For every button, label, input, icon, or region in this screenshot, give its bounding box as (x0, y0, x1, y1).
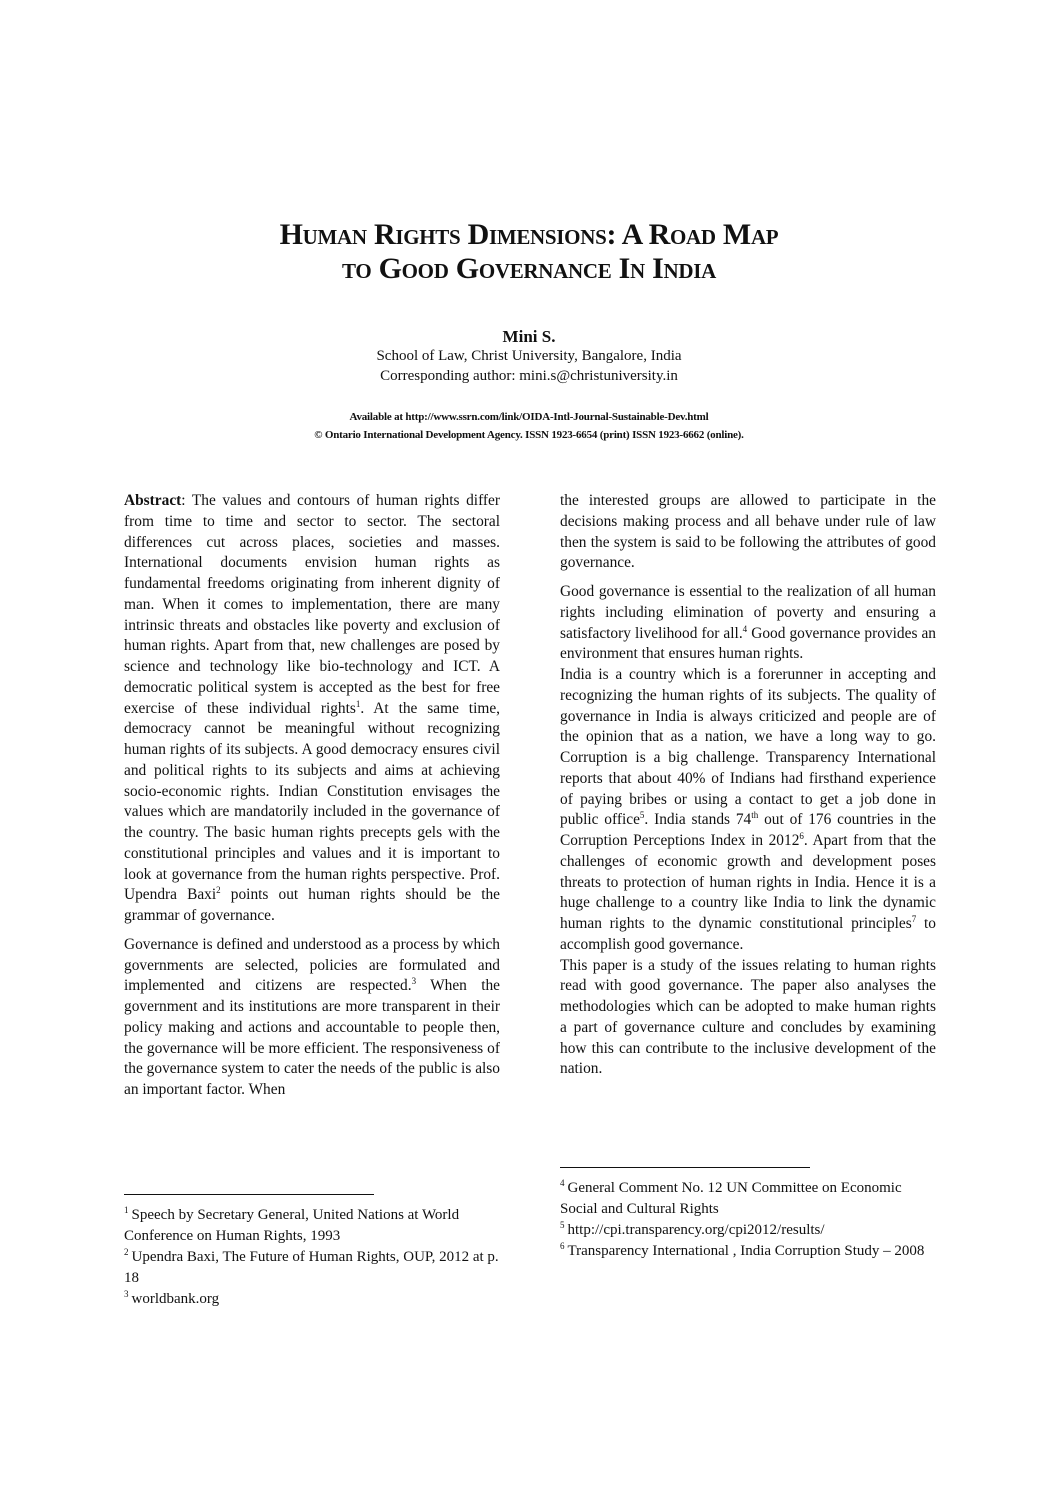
footnote-separator-right (560, 1167, 810, 1168)
abstract-paragraph (124, 491, 500, 927)
abstract-label: Abstract (124, 492, 182, 509)
footnote-ref-3[interactable]: 3 (411, 976, 417, 987)
ordinal-suffix: th (751, 810, 759, 821)
copyright-notice: © Ontario International Development Agency. ISSN 1923-6654 (print) ISSN 1923-6662 (online). (314, 429, 744, 441)
affiliation: School of Law, Christ University, Bangalore, India (376, 348, 682, 364)
footnote-number: 1 (124, 1205, 129, 1215)
abstract-text-c: points out human rights should be the grammar of governance. (124, 886, 500, 924)
india-text-c: out of 176 countries in the Corruption Perceptions Index in 2012 (560, 811, 936, 849)
footnote-ref-7[interactable]: 7 (911, 914, 917, 924)
india-text-b: . India stands 74 (644, 811, 752, 829)
footnote-text: Upendra Baxi, The Future of Human Rights, OUP, 2012 at p. 18 (124, 1249, 499, 1286)
paper-title (0, 218, 1058, 286)
author-name: Mini S. (502, 327, 556, 346)
footnote-number: 4 (560, 1178, 565, 1188)
title-line-1: Human Rights Dimensions: A Road Map (279, 218, 779, 251)
footnote-1 (124, 1205, 504, 1247)
author-affiliation-block (0, 346, 1058, 386)
right-column (560, 491, 936, 1080)
footnote-6 (560, 1241, 940, 1262)
footnote-number: 2 (124, 1247, 129, 1257)
abstract-text-a: : The values and contours of human rights differ from time to time and sector to sector. The sectoral differences cut across places, societies and masses. International documents envision human rights as fundamental freedoms originating from inherent dignity of man. When it comes to implementation, there are many intrinsic threats and obstacles like poverty and exclusion of human rights. Apart from that, new challenges are posed by science and technology like bio-technology and ICT. A democratic political system is accepted as the best for free exercise of these individual rights (124, 492, 500, 717)
footnote-2 (124, 1247, 504, 1289)
india-paragraph (560, 665, 936, 956)
footnote-text: Speech by Secretary General, United Nations at World Conference on Human Rights, 1993 (124, 1207, 460, 1244)
governance-paragraph (124, 935, 500, 1101)
footnote-text: General Comment No. 12 UN Committee on Economic Social and Cultural Rights (560, 1180, 902, 1217)
availability-link: Available at http://www.ssrn.com/link/OIDA-Intl-Journal-Sustainable-Dev.html (349, 411, 709, 423)
footnote-5 (560, 1220, 940, 1241)
footnote-number: 6 (560, 1241, 565, 1251)
india-text-e: to accomplish good governance. (560, 915, 936, 953)
india-text-d: . Apart from that the challenges of economic growth and development poses threats to protection of human rights in India. Hence it is a huge challenge to a country like India to link the dynamic human rights to the dynamic constitutional principles (560, 832, 936, 932)
footnote-ref-2[interactable]: 2 (216, 885, 221, 896)
footnote-ref-5[interactable]: 5 (639, 810, 645, 821)
abstract-text-b: . At the same time, democracy cannot be meaningful without recognizing human rights of its subjects. A good democracy ensures civil and political rights to its subjects and aims at achieving socio-economic rights. Indian Constitution envisages the values which are mandatorily included in the governance of the country. The basic human rights precepts gels with the constitutional principles and values and it is important to look at governance from the human rights perspective. Prof. Upendra Baxi (124, 699, 500, 904)
footnote-ref-1[interactable]: 1 (355, 698, 361, 709)
governance-text-a: Governance is defined and understood as a process by which governments are selected, policies are formulated and implemented and citizens are respected. (124, 935, 500, 995)
title-line-2: to Good Governance In India (342, 252, 716, 285)
paper-scope-paragraph: This paper is a study of the issues relating to human rights read with good governance. The paper also analyses the methodologies which can be adopted to make human rights a part of governance culture and concludes by examining how this can contribute to the inclusive development of the nation. (560, 956, 936, 1078)
footnote-number: 3 (124, 1289, 129, 1299)
footnote-3 (124, 1289, 504, 1310)
footnote-text[interactable]: worldbank.org (131, 1291, 220, 1307)
good-governance-text-b: Good governance provides an environment that ensures human rights. (560, 624, 937, 663)
good-governance-text-a: Good governance is essential to the realization of all human rights including elimination of poverty and ensuring a satisfactory livelihood for all. (560, 583, 936, 642)
india-text-a: India is a country which is a forerunner in accepting and recognizing the human rights of its subjects. The quality of governance in India is always criticized and people are of the opinion that as a nation, we have a long way to go. Corruption is a big challenge. Transparency International reports that about 40% of Indians had firsthand experience of paying bribes or using a contact to get a job done in public office (560, 666, 936, 829)
corresponding-author: Corresponding author: mini.s@christuniversity.in (380, 368, 678, 384)
governance-text-b: When the government and its institutions are more transparent in their policy making and actions and accountable to people then, the governance will be more efficient. The responsiveness of the governance system to cater the needs of the public is also an important factor. When (124, 977, 500, 1098)
continued-paragraph: the interested groups are allowed to participate in the decisions making process and all behave under rule of law then the system is said to be following the attributes of good governance. (560, 492, 936, 572)
footnote-number: 5 (560, 1220, 565, 1230)
good-governance-paragraph (560, 582, 936, 665)
footnote-text: Transparency International , India Corruption Study – 2008 (567, 1243, 925, 1259)
footnote-4 (560, 1178, 940, 1220)
availability-block (0, 408, 1058, 444)
footnote-separator-left (124, 1194, 374, 1195)
footnote-link[interactable]: http://cpi.transparency.org/cpi2012/results/ (567, 1222, 825, 1238)
left-column (124, 491, 500, 1109)
footnote-ref-4[interactable]: 4 (742, 623, 748, 634)
footnotes-left (124, 1205, 504, 1310)
footnote-ref-6[interactable]: 6 (799, 831, 804, 841)
footnotes-right (560, 1178, 940, 1262)
